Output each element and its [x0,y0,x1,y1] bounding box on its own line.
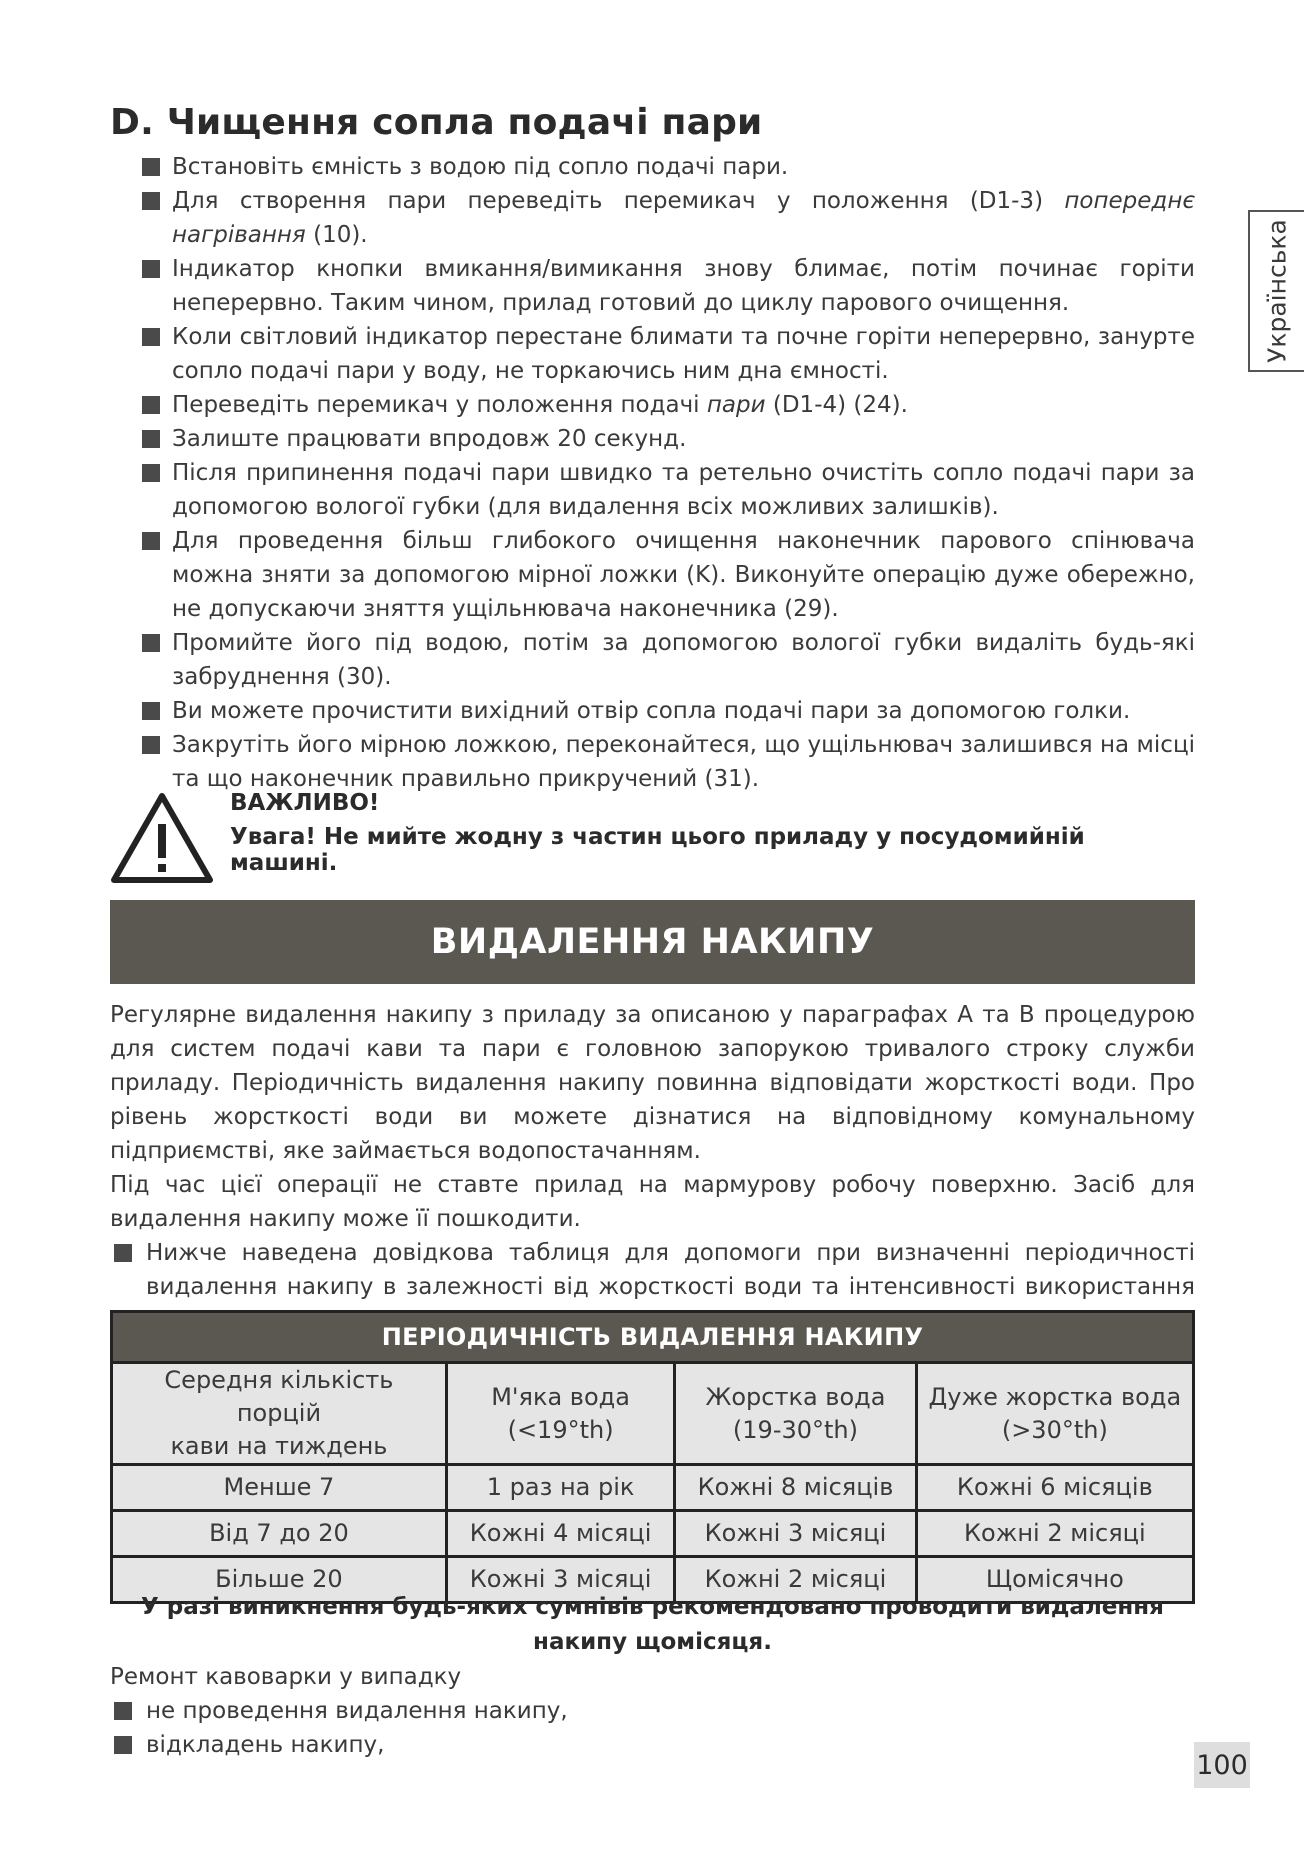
bullet-square-icon [142,396,160,414]
descaling-body [110,998,1195,1338]
table-cell: Кожні 3 місяці [446,1557,674,1603]
list-item: не проведення видалення накипу, [110,1694,1195,1728]
warning-triangle-icon [110,790,214,886]
column-header: М'яка вода (<19°th) [446,1363,674,1465]
repair-lead: Ремонт кавоварки у випадку [110,1664,462,1690]
table-cell: Від 7 до 20 [112,1511,447,1557]
table-row [112,1511,1194,1557]
table-row [112,1465,1194,1511]
repair-list [110,1694,1195,1762]
bullet-square-icon [142,192,160,210]
list-item: Для проведення більш глибокого очищення наконечник парового спінювача можна зняти за допомогою мірної ложки (K). Виконуйте операцію дуже обережно, не допускаючи зняття ущільнювача наконечника (29). [110,524,1195,626]
table-caption: ПЕРІОДИЧНІСТЬ ВИДАЛЕННЯ НАКИПУ [112,1312,1194,1363]
bullet-square-icon [114,1736,132,1754]
column-header: Дуже жорстка вода (>30°th) [916,1363,1193,1465]
list-item: Закрутіть його мірною ложкою, переконайтеся, що ущільнювач залишився на місці та що наконечник правильно прикручений (31). [110,728,1195,796]
descaling-paragraph: Регулярне видалення накипу з приладу за описаною у параграфах A та B процедурою для систем подачі кави та пари є головною запорукою тривалого строку служби приладу. Періодичність видалення накипу повинна відповідати жорсткості води. Про рівень жорсткості води ви можете дізнатися на відповідному комунальному підприємстві, яке займається водопостачанням. [110,1002,1195,1164]
recommendation-note: У разі виникнення будь-яких сумнівів рекомендовано проводити видалення накипу щомісяця. [141,1594,1164,1655]
list-item: відкладень накипу, [110,1728,1195,1762]
descaling-paragraph: Під час цієї операції не ставте прилад на мармурову робочу поверхню. Засіб для видалення накипу може її пошкодити. [110,1172,1195,1232]
table-cell: Кожні 2 місяці [675,1557,916,1603]
table-cell: Кожні 3 місяці [675,1511,916,1557]
bullet-square-icon [142,532,160,550]
list-item: Переведіть перемикач у положення подачі пари (D1-4) (24). [110,388,1195,422]
language-side-tab [1248,210,1304,372]
language-label: Українська [1262,219,1292,363]
page-number: 100 [1194,1742,1250,1788]
column-header: Середня кількість порцій кави на тиждень [112,1363,447,1465]
table-cell: Щомісячно [916,1557,1193,1603]
bullet-square-icon [114,1702,132,1720]
descaling-heading: ВИДАЛЕННЯ НАКИПУ [110,900,1195,984]
bullet-square-icon [142,260,160,278]
list-item: Залиште працювати впродовж 20 секунд. [110,422,1195,456]
table-cell: 1 раз на рік [446,1465,674,1511]
list-item: Після припинення подачі пари швидко та ретельно очистіть сопло подачі пари за допомогою вологої губки (для видалення всіх можливих залишків). [110,456,1195,524]
list-item: Промийте його під водою, потім за допомогою вологої губки видаліть будь-які забруднення (30). [110,626,1195,694]
bullet-square-icon [142,634,160,652]
bullet-square-icon [142,736,160,754]
warning-text: Увага! Не мийте жодну з частин цього приладу у посудомийній машині. [230,824,1085,876]
warning-title: ВАЖЛИВО! [230,790,380,816]
section-d-body [110,150,1195,796]
section-d-title: D. Чищення сопла подачі пари [110,102,763,143]
bullet-square-icon [142,430,160,448]
table-cell: Більше 20 [112,1557,447,1603]
warning-box [110,790,1195,890]
list-item: Нижче наведена довідкова таблиця для допомоги при визначенні періодичності видалення накипу в залежності від жорсткості води та інтенсивності використання [110,1236,1195,1338]
table-cell: Кожні 8 місяців [675,1465,916,1511]
bullet-square-icon [142,328,160,346]
descaling-frequency-table [110,1310,1195,1604]
list-item: Встановіть ємність з водою під сопло подачі пари. [110,150,1195,184]
table-cell: Менше 7 [112,1465,447,1511]
bullet-square-icon [142,158,160,176]
column-header: Жорстка вода (19-30°th) [675,1363,916,1465]
repair-section [110,1660,1195,1762]
list-item: Для створення пари переведіть перемикач у положення (D1-3) попереднє нагрівання (10). [110,184,1195,252]
list-item: Коли світловий індикатор перестане блимати та почне горіти неперервно, занурте сопло подачі пари у воду, не торкаючись ним дна ємності. [110,320,1195,388]
table-cell: Кожні 6 місяців [916,1465,1193,1511]
list-item: Індикатор кнопки вмикання/вимикання знову блимає, потім починає горіти неперервно. Таким чином, прилад готовий до циклу парового очищення. [110,252,1195,320]
table-cell: Кожні 2 місяці [916,1511,1193,1557]
bullet-square-icon [142,702,160,720]
section-d-list [110,150,1195,796]
bullet-square-icon [142,464,160,482]
table-cell: Кожні 4 місяці [446,1511,674,1557]
list-item: Ви можете прочистити вихідний отвір сопла подачі пари за допомогою голки. [110,694,1195,728]
bullet-square-icon [114,1244,132,1262]
table-header-row [112,1363,1194,1465]
